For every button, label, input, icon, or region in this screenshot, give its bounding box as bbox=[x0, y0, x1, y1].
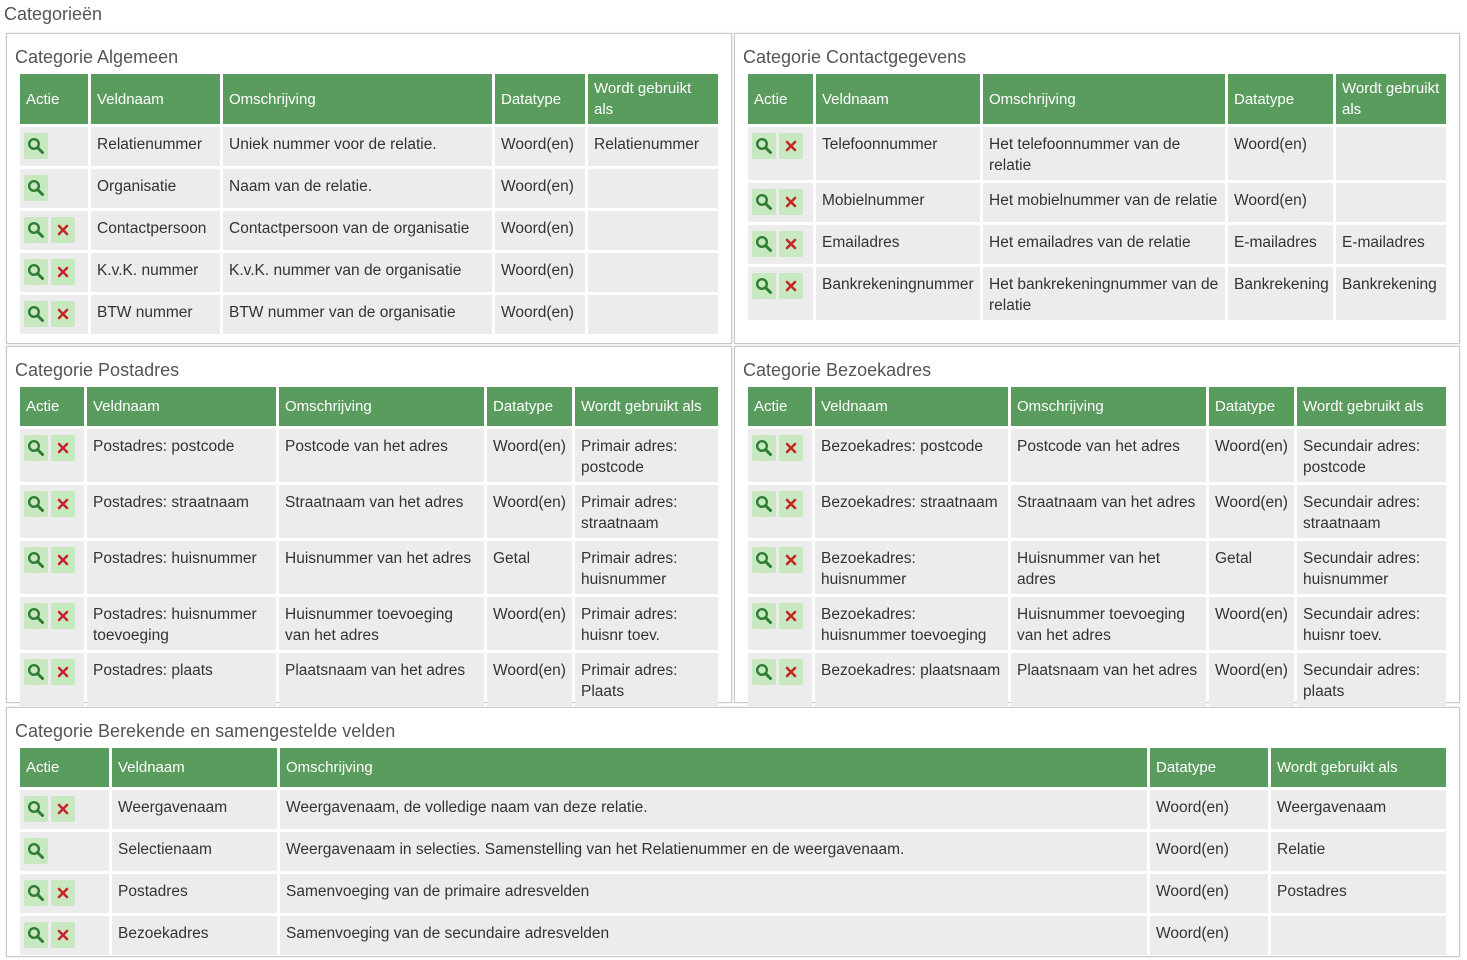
page-title: Categorieën bbox=[4, 4, 103, 24]
cell-veldnaam: Contactpersoon bbox=[91, 211, 220, 250]
cell-omschrijving: Het bankrekeningnummer van de relatie bbox=[983, 267, 1225, 320]
search-icon bbox=[27, 179, 45, 197]
search-icon bbox=[755, 663, 773, 681]
cell-omschrijving: Uniek nummer voor de relatie. bbox=[223, 127, 492, 166]
cell-gebruikt: Weergavenaam bbox=[1271, 790, 1446, 829]
delete-button[interactable] bbox=[779, 273, 803, 299]
cell-omschrijving: Huisnummer toevoeging van het adres bbox=[279, 597, 484, 650]
cell-omschrijving: Plaatsnaam van het adres bbox=[279, 653, 484, 706]
cell-omschrijving: Huisnummer van het adres bbox=[1011, 541, 1206, 594]
table-row bbox=[20, 127, 718, 166]
search-icon bbox=[755, 439, 773, 457]
fields-table bbox=[17, 745, 1449, 958]
cell-omschrijving: BTW nummer van de organisatie bbox=[223, 295, 492, 334]
cell-veldnaam: Postadres: huisnummer bbox=[87, 541, 276, 594]
column-header-omschrijving: Omschrijving bbox=[280, 748, 1147, 787]
cell-datatype: Woord(en) bbox=[1209, 485, 1294, 538]
cell-datatype: Woord(en) bbox=[1150, 874, 1268, 913]
column-header-gebruikt: Wordt gebruikt als bbox=[1336, 74, 1446, 124]
cell-veldnaam: Selectienaam bbox=[112, 832, 277, 871]
column-header-datatype: Datatype bbox=[1228, 74, 1333, 124]
cell-datatype: Woord(en) bbox=[1228, 183, 1333, 222]
close-icon bbox=[782, 663, 800, 681]
column-header-datatype: Datatype bbox=[495, 74, 585, 124]
delete-button[interactable] bbox=[779, 231, 803, 257]
cell-datatype: Woord(en) bbox=[1209, 429, 1294, 482]
table-row bbox=[20, 653, 718, 706]
cell-omschrijving: Naam van de relatie. bbox=[223, 169, 492, 208]
cell-gebruikt bbox=[1336, 127, 1446, 180]
cell-datatype: Woord(en) bbox=[495, 169, 585, 208]
cell-datatype: Getal bbox=[487, 541, 572, 594]
cell-datatype: Woord(en) bbox=[1150, 790, 1268, 829]
cell-omschrijving: Weergavenaam, de volledige naam van deze relatie. bbox=[280, 790, 1147, 829]
table-row bbox=[20, 295, 718, 334]
row-actions bbox=[748, 267, 813, 320]
cell-datatype: Woord(en) bbox=[495, 211, 585, 250]
cell-veldnaam: Relatienummer bbox=[91, 127, 220, 166]
delete-button[interactable] bbox=[779, 435, 803, 461]
column-header-gebruikt: Wordt gebruikt als bbox=[1297, 387, 1446, 426]
delete-button[interactable] bbox=[51, 259, 75, 285]
cell-datatype: Woord(en) bbox=[495, 253, 585, 292]
row-actions bbox=[748, 183, 813, 222]
view-button[interactable] bbox=[24, 435, 48, 461]
table-row bbox=[20, 832, 1446, 871]
cell-omschrijving: Samenvoeging van de secundaire adresvelden bbox=[280, 916, 1147, 955]
close-icon bbox=[54, 263, 72, 281]
view-button[interactable] bbox=[24, 880, 48, 906]
cell-veldnaam: Postadres bbox=[112, 874, 277, 913]
cell-veldnaam: Postadres: huisnummer toevoeging bbox=[87, 597, 276, 650]
cell-gebruikt: Postadres bbox=[1271, 874, 1446, 913]
search-icon bbox=[755, 607, 773, 625]
panel-title: Categorie Postadres bbox=[15, 360, 180, 380]
view-button[interactable] bbox=[752, 133, 776, 159]
close-icon bbox=[54, 495, 72, 513]
table-row bbox=[20, 541, 718, 594]
table-row bbox=[20, 874, 1446, 913]
cell-veldnaam: Mobielnummer bbox=[816, 183, 980, 222]
cell-omschrijving: Plaatsnaam van het adres bbox=[1011, 653, 1206, 706]
cell-datatype: Woord(en) bbox=[1150, 916, 1268, 955]
delete-button[interactable] bbox=[779, 603, 803, 629]
row-actions bbox=[20, 295, 88, 334]
cell-veldnaam: Bezoekadres: straatnaam bbox=[815, 485, 1008, 538]
row-actions bbox=[20, 874, 109, 913]
table-row bbox=[748, 183, 1446, 222]
delete-button[interactable] bbox=[51, 301, 75, 327]
search-icon bbox=[27, 221, 45, 239]
cell-omschrijving: Contactpersoon van de organisatie bbox=[223, 211, 492, 250]
view-button[interactable] bbox=[24, 796, 48, 822]
close-icon bbox=[782, 137, 800, 155]
close-icon bbox=[782, 551, 800, 569]
column-header-actie: Actie bbox=[20, 74, 88, 124]
row-actions bbox=[20, 790, 109, 829]
delete-button[interactable] bbox=[51, 659, 75, 685]
close-icon bbox=[54, 607, 72, 625]
view-button[interactable] bbox=[752, 603, 776, 629]
cell-gebruikt bbox=[588, 211, 718, 250]
table-row bbox=[748, 653, 1446, 706]
view-button[interactable] bbox=[24, 491, 48, 517]
panel-title: Categorie Bezoekadres bbox=[743, 360, 932, 380]
search-icon bbox=[755, 551, 773, 569]
table-row bbox=[748, 429, 1446, 482]
column-header-datatype: Datatype bbox=[1209, 387, 1294, 426]
cell-gebruikt bbox=[1271, 916, 1446, 955]
view-button[interactable] bbox=[24, 175, 48, 201]
search-icon bbox=[27, 551, 45, 569]
cell-veldnaam: Emailadres bbox=[816, 225, 980, 264]
cell-gebruikt: Relatie bbox=[1271, 832, 1446, 871]
cell-veldnaam: Bezoekadres bbox=[112, 916, 277, 955]
view-button[interactable] bbox=[24, 659, 48, 685]
delete-button[interactable] bbox=[51, 880, 75, 906]
row-actions bbox=[748, 541, 812, 594]
search-icon bbox=[755, 495, 773, 513]
row-actions bbox=[20, 253, 88, 292]
search-icon bbox=[27, 137, 45, 155]
column-header-omschrijving: Omschrijving bbox=[1011, 387, 1206, 426]
view-button[interactable] bbox=[24, 603, 48, 629]
table-row bbox=[20, 916, 1446, 955]
row-actions bbox=[748, 597, 812, 650]
cell-veldnaam: Bezoekadres: plaatsnaam bbox=[815, 653, 1008, 706]
panel-bezoekadres bbox=[734, 346, 1460, 703]
view-button[interactable] bbox=[24, 547, 48, 573]
view-button[interactable] bbox=[24, 922, 48, 948]
table-row bbox=[20, 485, 718, 538]
cell-veldnaam: Bankrekeningnummer bbox=[816, 267, 980, 320]
cell-gebruikt: Primair adres: huisnr toev. bbox=[575, 597, 718, 650]
cell-omschrijving: Het mobielnummer van de relatie bbox=[983, 183, 1225, 222]
row-actions bbox=[20, 211, 88, 250]
panel-title: Categorie Algemeen bbox=[15, 47, 179, 67]
column-header-veldnaam: Veldnaam bbox=[815, 387, 1008, 426]
column-header-gebruikt: Wordt gebruikt als bbox=[575, 387, 718, 426]
row-actions bbox=[20, 653, 84, 706]
row-actions bbox=[20, 541, 84, 594]
delete-button[interactable] bbox=[779, 547, 803, 573]
close-icon bbox=[782, 607, 800, 625]
table-row bbox=[20, 211, 718, 250]
row-actions bbox=[20, 429, 84, 482]
row-actions bbox=[748, 653, 812, 706]
search-icon bbox=[27, 495, 45, 513]
table-row bbox=[20, 169, 718, 208]
view-button[interactable] bbox=[752, 231, 776, 257]
column-header-datatype: Datatype bbox=[1150, 748, 1268, 787]
row-actions bbox=[20, 169, 88, 208]
cell-veldnaam: Postadres: plaats bbox=[87, 653, 276, 706]
view-button[interactable] bbox=[752, 273, 776, 299]
delete-button[interactable] bbox=[51, 922, 75, 948]
panel-postadres bbox=[6, 346, 732, 703]
cell-omschrijving: Samenvoeging van de primaire adresvelden bbox=[280, 874, 1147, 913]
search-icon bbox=[27, 439, 45, 457]
table-row bbox=[20, 790, 1446, 829]
panel-algemeen bbox=[6, 33, 732, 344]
delete-button[interactable] bbox=[779, 133, 803, 159]
cell-datatype: Woord(en) bbox=[1209, 653, 1294, 706]
column-header-omschrijving: Omschrijving bbox=[223, 74, 492, 124]
cell-datatype: Woord(en) bbox=[1228, 127, 1333, 180]
delete-button[interactable] bbox=[51, 217, 75, 243]
cell-omschrijving: Huisnummer van het adres bbox=[279, 541, 484, 594]
close-icon bbox=[54, 884, 72, 902]
cell-gebruikt bbox=[588, 295, 718, 334]
delete-button[interactable] bbox=[779, 189, 803, 215]
cell-omschrijving: Het emailadres van de relatie bbox=[983, 225, 1225, 264]
view-button[interactable] bbox=[752, 491, 776, 517]
table-row bbox=[20, 429, 718, 482]
close-icon bbox=[54, 221, 72, 239]
panel-title: Categorie Contactgegevens bbox=[743, 47, 967, 67]
cell-datatype: Bankrekening bbox=[1228, 267, 1333, 320]
search-icon bbox=[755, 137, 773, 155]
close-icon bbox=[782, 193, 800, 211]
cell-datatype: Woord(en) bbox=[487, 485, 572, 538]
search-icon bbox=[27, 842, 45, 860]
search-icon bbox=[755, 193, 773, 211]
column-header-veldnaam: Veldnaam bbox=[87, 387, 276, 426]
search-icon bbox=[27, 305, 45, 323]
view-button[interactable] bbox=[24, 838, 48, 864]
cell-gebruikt: Primair adres: postcode bbox=[575, 429, 718, 482]
cell-gebruikt: E-mailadres bbox=[1336, 225, 1446, 264]
cell-gebruikt: Primair adres: huisnummer bbox=[575, 541, 718, 594]
column-header-gebruikt: Wordt gebruikt als bbox=[588, 74, 718, 124]
row-actions bbox=[20, 597, 84, 650]
search-icon bbox=[27, 663, 45, 681]
row-actions bbox=[748, 429, 812, 482]
view-button[interactable] bbox=[752, 659, 776, 685]
table-row bbox=[20, 597, 718, 650]
cell-omschrijving: Huisnummer toevoeging van het adres bbox=[1011, 597, 1206, 650]
table-row bbox=[20, 253, 718, 292]
cell-veldnaam: Telefoonnummer bbox=[816, 127, 980, 180]
cell-datatype: E-mailadres bbox=[1228, 225, 1333, 264]
search-icon bbox=[27, 800, 45, 818]
table-row bbox=[748, 485, 1446, 538]
panel-contactgegevens bbox=[734, 33, 1460, 344]
cell-gebruikt bbox=[1336, 183, 1446, 222]
cell-gebruikt: Bankrekening bbox=[1336, 267, 1446, 320]
delete-button[interactable] bbox=[779, 491, 803, 517]
view-button[interactable] bbox=[24, 217, 48, 243]
cell-gebruikt: Primair adres: Plaats bbox=[575, 653, 718, 706]
column-header-actie: Actie bbox=[20, 748, 109, 787]
cell-gebruikt: Secundair adres: plaats bbox=[1297, 653, 1446, 706]
cell-datatype: Woord(en) bbox=[1209, 597, 1294, 650]
cell-datatype: Woord(en) bbox=[487, 429, 572, 482]
column-header-actie: Actie bbox=[748, 74, 813, 124]
cell-veldnaam: Bezoekadres: huisnummer bbox=[815, 541, 1008, 594]
fields-table bbox=[745, 384, 1449, 709]
column-header-omschrijving: Omschrijving bbox=[279, 387, 484, 426]
row-actions bbox=[748, 485, 812, 538]
cell-omschrijving: Postcode van het adres bbox=[279, 429, 484, 482]
cell-datatype: Woord(en) bbox=[487, 597, 572, 650]
column-header-datatype: Datatype bbox=[487, 387, 572, 426]
row-actions bbox=[20, 916, 109, 955]
view-button[interactable] bbox=[752, 189, 776, 215]
cell-veldnaam: BTW nummer bbox=[91, 295, 220, 334]
cell-omschrijving: Straatnaam van het adres bbox=[279, 485, 484, 538]
table-row bbox=[748, 541, 1446, 594]
column-header-veldnaam: Veldnaam bbox=[816, 74, 980, 124]
close-icon bbox=[54, 439, 72, 457]
cell-veldnaam: Weergavenaam bbox=[112, 790, 277, 829]
row-actions bbox=[748, 127, 813, 180]
cell-veldnaam: K.v.K. nummer bbox=[91, 253, 220, 292]
column-header-omschrijving: Omschrijving bbox=[983, 74, 1225, 124]
delete-button[interactable] bbox=[51, 603, 75, 629]
cell-veldnaam: Postadres: postcode bbox=[87, 429, 276, 482]
fields-table bbox=[17, 71, 721, 337]
view-button[interactable] bbox=[752, 547, 776, 573]
table-row bbox=[748, 127, 1446, 180]
view-button[interactable] bbox=[24, 133, 48, 159]
cell-gebruikt: Primair adres: straatnaam bbox=[575, 485, 718, 538]
cell-datatype: Getal bbox=[1209, 541, 1294, 594]
column-header-veldnaam: Veldnaam bbox=[112, 748, 277, 787]
close-icon bbox=[54, 305, 72, 323]
cell-datatype: Woord(en) bbox=[487, 653, 572, 706]
panel-title: Categorie Berekende en samengestelde velden bbox=[15, 721, 396, 741]
close-icon bbox=[782, 439, 800, 457]
close-icon bbox=[54, 663, 72, 681]
column-header-gebruikt: Wordt gebruikt als bbox=[1271, 748, 1446, 787]
cell-veldnaam: Postadres: straatnaam bbox=[87, 485, 276, 538]
close-icon bbox=[782, 495, 800, 513]
close-icon bbox=[782, 235, 800, 253]
view-button[interactable] bbox=[24, 259, 48, 285]
close-icon bbox=[782, 277, 800, 295]
cell-veldnaam: Organisatie bbox=[91, 169, 220, 208]
cell-gebruikt: Secundair adres: straatnaam bbox=[1297, 485, 1446, 538]
column-header-veldnaam: Veldnaam bbox=[91, 74, 220, 124]
row-actions bbox=[20, 485, 84, 538]
cell-gebruikt: Secundair adres: huisnr toev. bbox=[1297, 597, 1446, 650]
cell-omschrijving: K.v.K. nummer van de organisatie bbox=[223, 253, 492, 292]
row-actions bbox=[20, 127, 88, 166]
delete-button[interactable] bbox=[51, 435, 75, 461]
cell-datatype: Woord(en) bbox=[1150, 832, 1268, 871]
cell-omschrijving: Postcode van het adres bbox=[1011, 429, 1206, 482]
close-icon bbox=[54, 800, 72, 818]
cell-omschrijving: Het telefoonnummer van de relatie bbox=[983, 127, 1225, 180]
view-button[interactable] bbox=[752, 435, 776, 461]
table-row bbox=[748, 267, 1446, 320]
cell-veldnaam: Bezoekadres: huisnummer toevoeging bbox=[815, 597, 1008, 650]
column-header-actie: Actie bbox=[748, 387, 812, 426]
cell-gebruikt bbox=[588, 169, 718, 208]
delete-button[interactable] bbox=[51, 547, 75, 573]
cell-datatype: Woord(en) bbox=[495, 127, 585, 166]
search-icon bbox=[27, 884, 45, 902]
fields-table bbox=[745, 71, 1449, 323]
table-row bbox=[748, 597, 1446, 650]
cell-datatype: Woord(en) bbox=[495, 295, 585, 334]
row-actions bbox=[748, 225, 813, 264]
table-row bbox=[748, 225, 1446, 264]
cell-omschrijving: Straatnaam van het adres bbox=[1011, 485, 1206, 538]
search-icon bbox=[27, 607, 45, 625]
row-actions bbox=[20, 832, 109, 871]
delete-button[interactable] bbox=[51, 491, 75, 517]
delete-button[interactable] bbox=[779, 659, 803, 685]
panel-berekend bbox=[6, 707, 1460, 957]
column-header-actie: Actie bbox=[20, 387, 84, 426]
search-icon bbox=[755, 235, 773, 253]
cell-gebruikt bbox=[588, 253, 718, 292]
cell-gebruikt: Relatienummer bbox=[588, 127, 718, 166]
fields-table bbox=[17, 384, 721, 709]
cell-gebruikt: Secundair adres: huisnummer bbox=[1297, 541, 1446, 594]
close-icon bbox=[54, 926, 72, 944]
close-icon bbox=[54, 551, 72, 569]
search-icon bbox=[27, 926, 45, 944]
search-icon bbox=[755, 277, 773, 295]
cell-veldnaam: Bezoekadres: postcode bbox=[815, 429, 1008, 482]
view-button[interactable] bbox=[24, 301, 48, 327]
cell-omschrijving: Weergavenaam in selecties. Samenstelling van het Relatienummer en de weergavenaam. bbox=[280, 832, 1147, 871]
delete-button[interactable] bbox=[51, 796, 75, 822]
search-icon bbox=[27, 263, 45, 281]
cell-gebruikt: Secundair adres: postcode bbox=[1297, 429, 1446, 482]
